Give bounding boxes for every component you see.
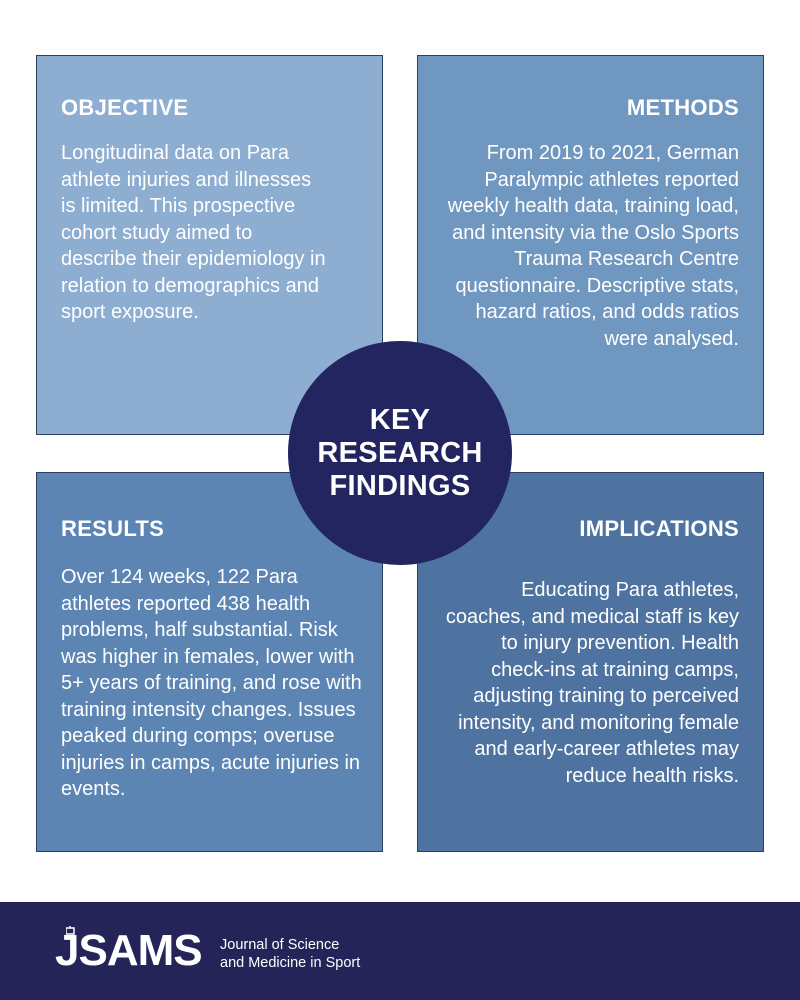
implications-body: Educating Para athletes, coaches, and medical staff is key to injury prevention. Health check-ins at training camps, adjusting training to perceived intensity, and monitoring female and early-career athletes may reduce health risks. [445,579,739,787]
logo-flag-icon [66,926,76,936]
methods-heading: METHODS [626,95,739,120]
key-findings-circle [288,341,512,565]
key-findings-line-2: RESEARCH [317,436,483,469]
journal-name [220,936,420,972]
logo-text: JSAMS [55,926,202,975]
footer-bar [0,902,800,1000]
implications-heading: IMPLICATIONS [579,516,739,541]
methods-body: From 2019 to 2021, German Paralympic athletes reported weekly health data, training load, and intensity via the Oslo Sports Trauma Research Centre questionnaire. Descriptive stats, hazard ratios, and odds ratios were analysed. [447,142,739,350]
results-body: Over 124 weeks, 122 Para athletes reported 438 health problems, half substantial. Risk was higher in females, lower with 5+ years of training, and rose with training intensity changes. Issues peaked during comps; overuse injuries in camps, acute injuries in events. [61,566,362,800]
key-findings-title [317,404,482,503]
key-findings-line-3: FINDINGS [329,469,471,502]
objective-body: Longitudinal data on Para athlete injuries and illnesses is limited. This prospective cohort study aimed to describe their epidemiology in relation to demographics and sport exposure. [61,142,326,323]
results-heading: RESULTS [61,516,165,541]
key-findings-line-1: KEY [369,403,431,436]
objective-heading: OBJECTIVE [61,95,189,120]
jsams-logo [55,926,202,976]
journal-name-line-2: and Medicine in Sport [220,955,361,971]
journal-name-line-1: Journal of Science [220,937,340,953]
